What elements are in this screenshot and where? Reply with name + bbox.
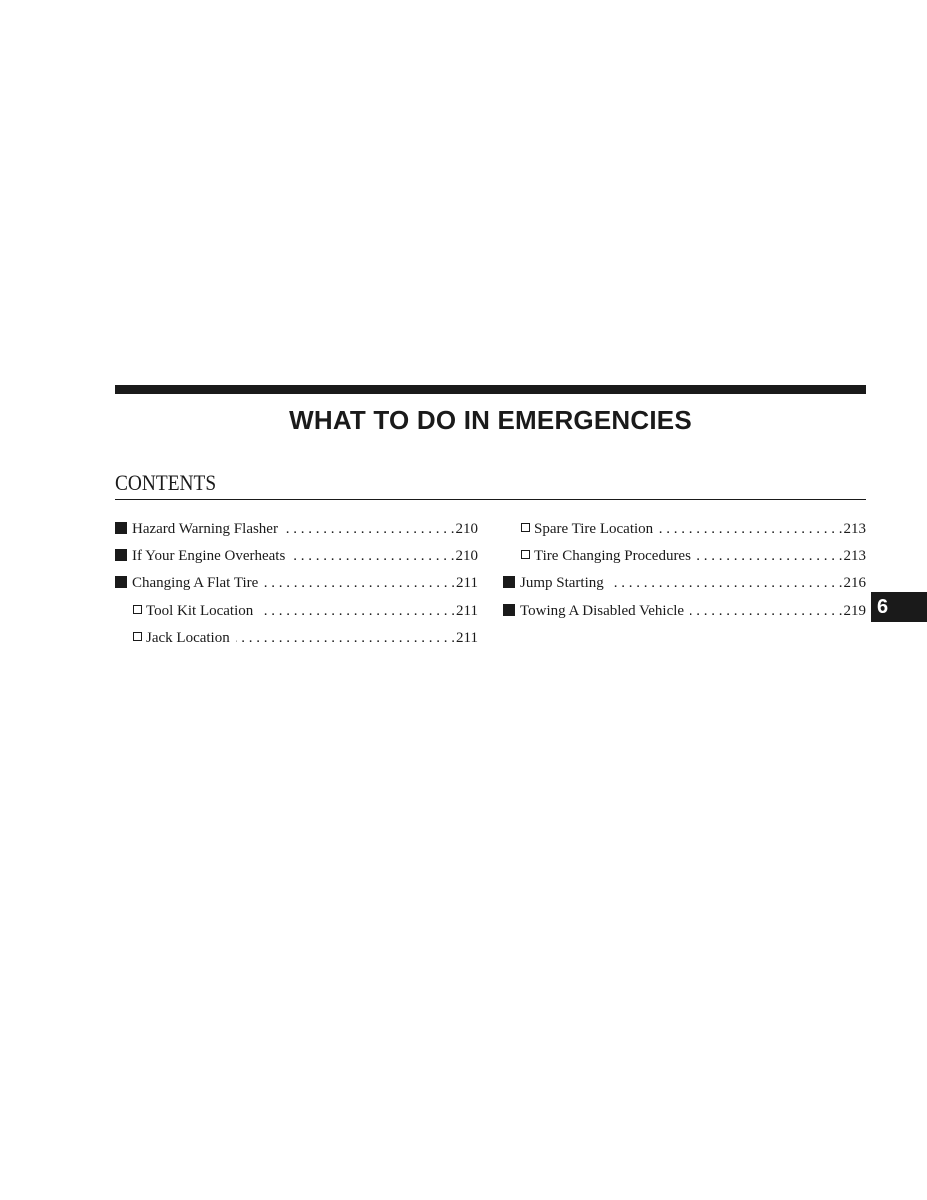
toc-subentry[interactable] bbox=[115, 625, 478, 652]
toc-page-number: 210 bbox=[455, 548, 478, 565]
filled-square-bullet-icon bbox=[503, 570, 520, 597]
toc-page-number: 210 bbox=[455, 521, 478, 537]
toc-subentry[interactable] bbox=[115, 598, 478, 625]
toc-subentry[interactable] bbox=[503, 516, 866, 543]
toc-entry-label: Hazard Warning Flasher bbox=[132, 521, 278, 537]
dot-leader bbox=[259, 598, 455, 625]
toc-subentry[interactable] bbox=[503, 543, 866, 570]
toc-entry[interactable] bbox=[115, 516, 478, 543]
hollow-square-bullet-icon bbox=[133, 598, 146, 625]
toc-entry-label: Tool Kit Location bbox=[146, 602, 254, 619]
toc-page-number: 216 bbox=[843, 575, 866, 592]
dot-leader bbox=[690, 598, 842, 625]
chapter-top-rule bbox=[115, 385, 866, 394]
filled-square-bullet-icon bbox=[115, 516, 132, 543]
filled-square-bullet-icon bbox=[503, 598, 520, 625]
contents-rule bbox=[115, 499, 866, 500]
contents-heading: CONTENTS bbox=[115, 470, 217, 495]
toc-right-column bbox=[503, 516, 866, 625]
dot-leader bbox=[697, 543, 843, 570]
dot-leader bbox=[610, 570, 843, 597]
hollow-square-bullet-icon bbox=[133, 625, 146, 652]
dot-leader bbox=[659, 516, 842, 543]
toc-entry[interactable] bbox=[115, 570, 478, 597]
toc-entry-label: If Your Engine Overheats bbox=[132, 548, 286, 565]
toc-page-number: 211 bbox=[456, 629, 478, 646]
hollow-square-bullet-icon bbox=[521, 516, 534, 543]
dot-leader bbox=[264, 570, 455, 597]
toc-page-number: 219 bbox=[843, 602, 866, 619]
filled-square-bullet-icon bbox=[115, 543, 132, 570]
toc-entry-label: Tire Changing Procedures bbox=[534, 548, 691, 565]
toc-page-number: 211 bbox=[456, 602, 478, 619]
chapter-tab-number: 6 bbox=[877, 596, 889, 618]
toc-entry-label: Spare Tire Location bbox=[534, 521, 654, 537]
toc-page-number: 213 bbox=[843, 521, 866, 537]
toc-page-number: 211 bbox=[456, 575, 478, 592]
dot-leader bbox=[236, 625, 455, 652]
toc-entry-label: Towing A Disabled Vehicle bbox=[520, 602, 685, 619]
toc-entry-label: Jack Location bbox=[146, 629, 230, 646]
hollow-square-bullet-icon bbox=[521, 543, 534, 570]
toc-entry-label: Jump Starting bbox=[520, 575, 604, 592]
dot-leader bbox=[284, 516, 455, 543]
toc-left-column bbox=[115, 516, 478, 652]
chapter-tab bbox=[871, 592, 927, 622]
toc-entry-label: Changing A Flat Tire bbox=[132, 575, 259, 592]
toc-entry[interactable] bbox=[115, 543, 478, 570]
toc-page-number: 213 bbox=[843, 548, 866, 565]
toc-entry[interactable] bbox=[503, 570, 866, 597]
toc-entry[interactable] bbox=[503, 598, 866, 625]
filled-square-bullet-icon bbox=[115, 570, 132, 597]
chapter-title: WHAT TO DO IN EMERGENCIES bbox=[289, 405, 692, 435]
dot-leader bbox=[291, 543, 454, 570]
